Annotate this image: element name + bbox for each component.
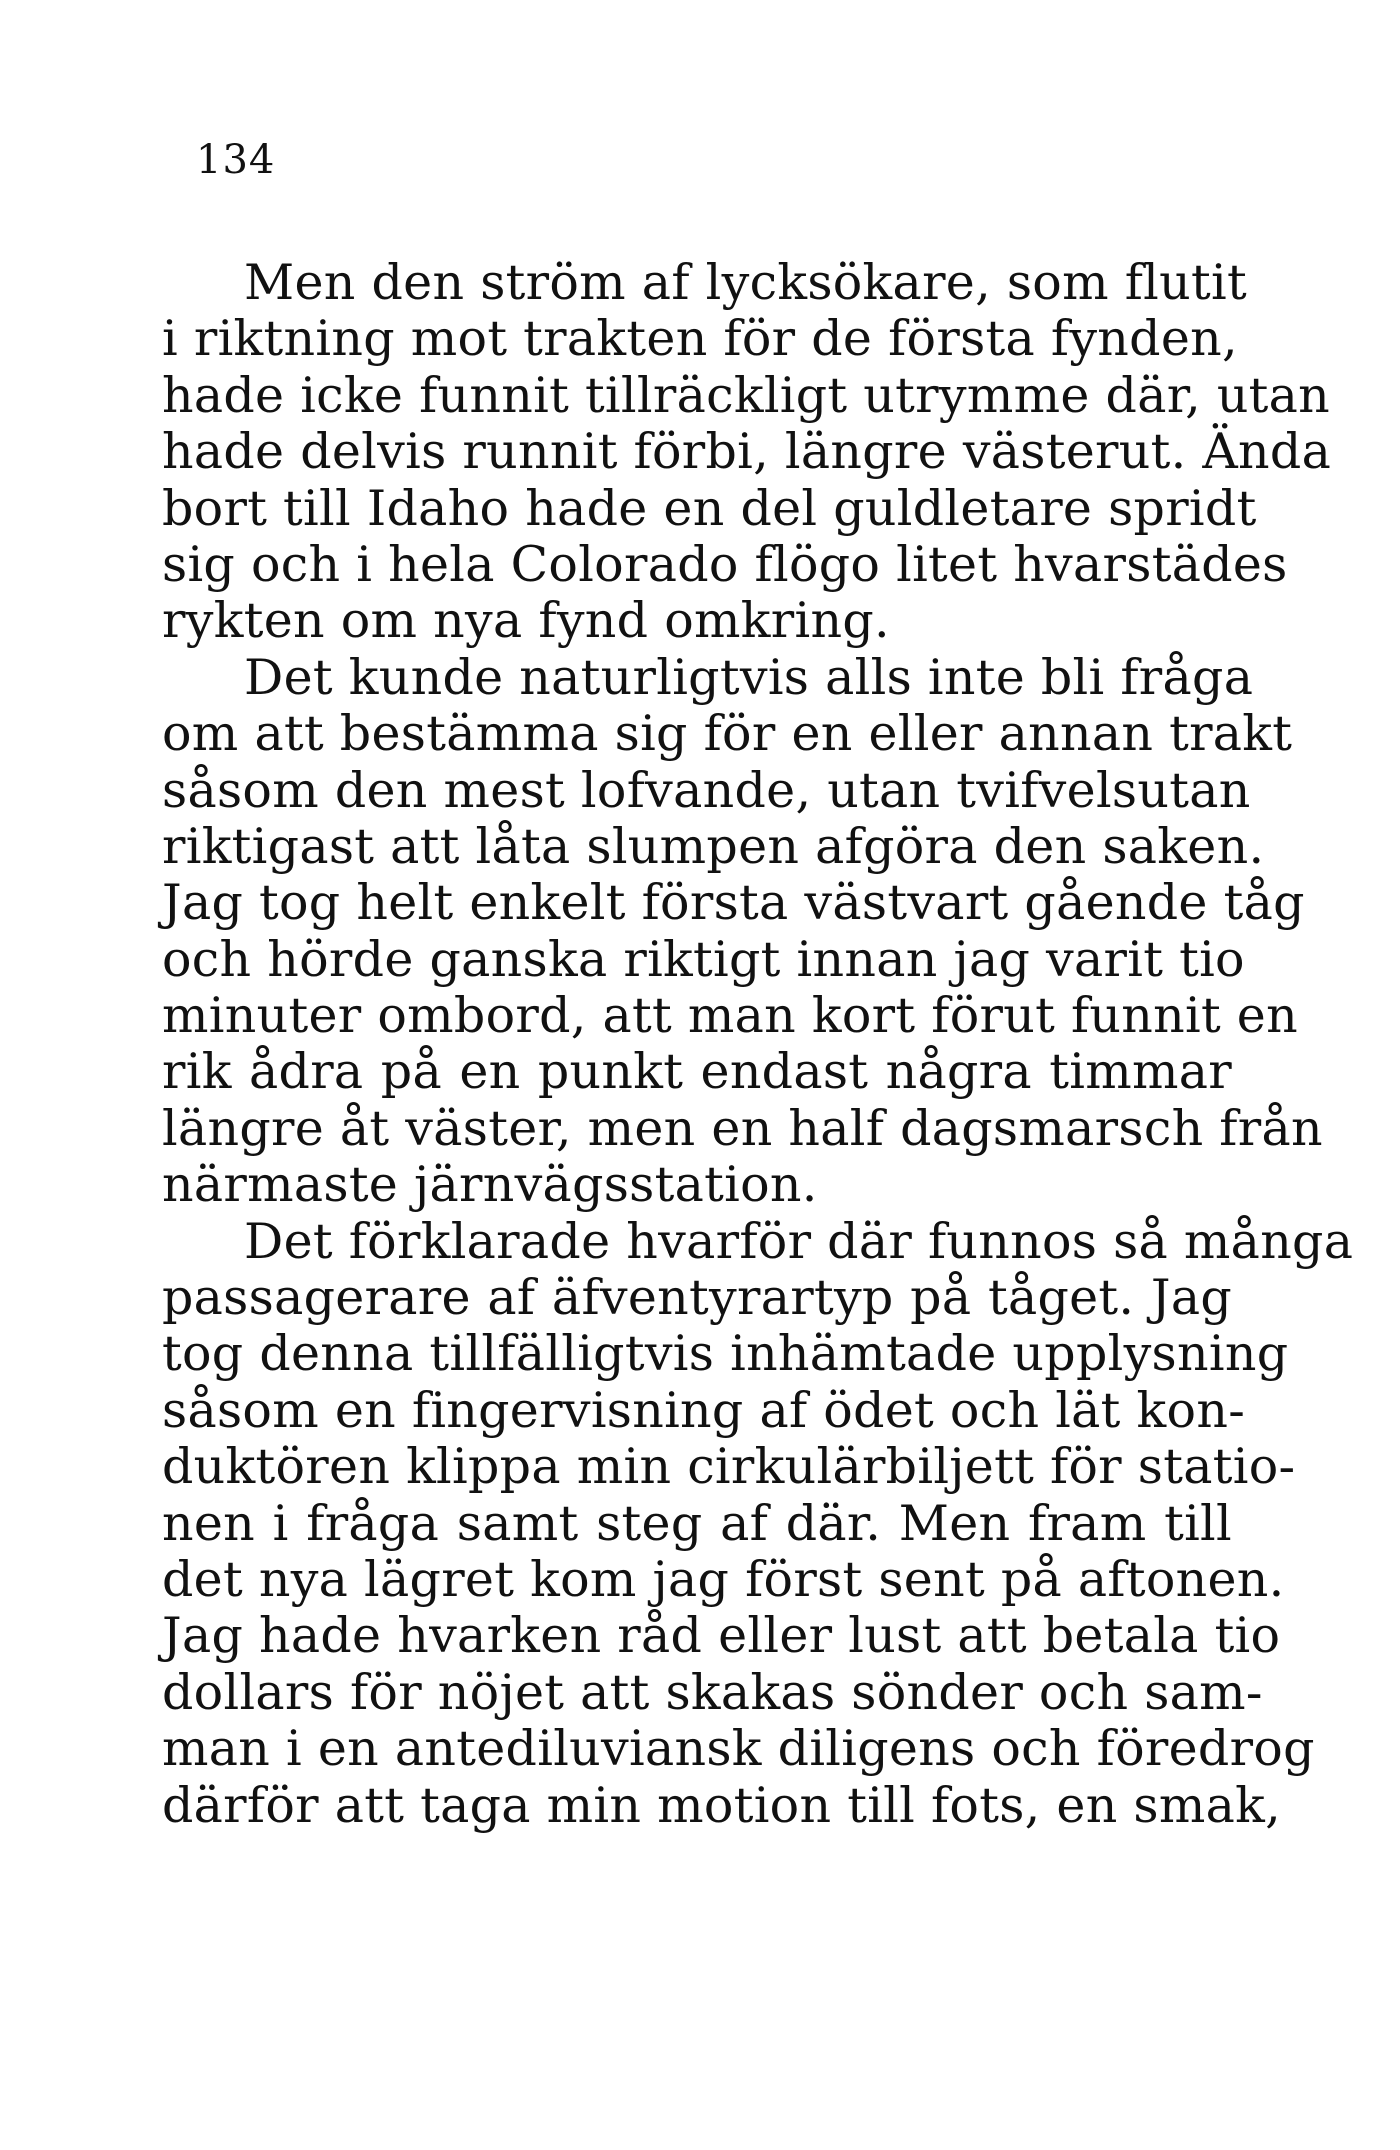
text-line: hade delvis runnit förbi, längre västerut. Ända [162,423,1332,481]
text-line: minuter ombord, att man kort förut funnit en [162,987,1298,1045]
text-line: Jag hade hvarken råd eller lust att betala tio [162,1607,1281,1665]
text-line: bort till Idaho hade en del guldletare spridt [162,479,1257,537]
text-line: Det kunde naturligtvis alls inte bli fråga [244,648,1254,706]
text-line: passagerare af äfventyrartyp på tåget. Jag [162,1269,1232,1327]
text-line: rik ådra på en punkt endast några timmar [162,1043,1232,1101]
text-line: nen i fråga samt steg af där. Men fram till [162,1494,1232,1552]
page-number: 134 [196,137,276,183]
text-line: duktören klippa min cirkulärbiljett för statio- [162,1438,1296,1496]
text-line: man i en antediluviansk diligens och föredrog [162,1720,1315,1778]
text-line: därför att taga min motion till fots, en smak, [162,1776,1282,1834]
text-line: Det förklarade hvarför där funnos så många [244,1212,1354,1270]
text-line: om att bestämma sig för en eller annan trakt [162,705,1293,763]
text-line: riktigast att låta slumpen afgöra den saken. [162,817,1265,875]
text-line: Jag tog helt enkelt första västvart gående tåg [162,874,1305,932]
text-line: i riktning mot trakten för de första fynden, [162,310,1238,368]
text-line: såsom den mest lofvande, utan tvifvelsutan [162,761,1251,819]
text-line: tog denna tillfälligtvis inhämtade upplysning [162,1325,1289,1383]
text-line: det nya lägret kom jag först sent på aftonen. [162,1550,1285,1608]
text-line: såsom en fingervisning af ödet och lät kon- [162,1381,1246,1439]
text-line: och hörde ganska riktigt innan jag varit tio [162,930,1245,988]
text-line: dollars för nöjet att skakas sönder och sam- [162,1663,1263,1721]
text-line: Men den ström af lycksökare, som flutit [244,254,1247,311]
text-line: längre åt väster, men en half dagsmarsch från [162,1099,1323,1157]
text-line: närmaste järnvägsstation. [162,1156,818,1214]
text-line: rykten om nya fynd omkring. [162,592,890,650]
body-text [162,254,1354,1834]
text-line: hade icke funnit tillräckligt utrymme där, utan [162,366,1331,424]
text-line: sig och i hela Colorado flögo litet hvarstädes [162,535,1288,593]
